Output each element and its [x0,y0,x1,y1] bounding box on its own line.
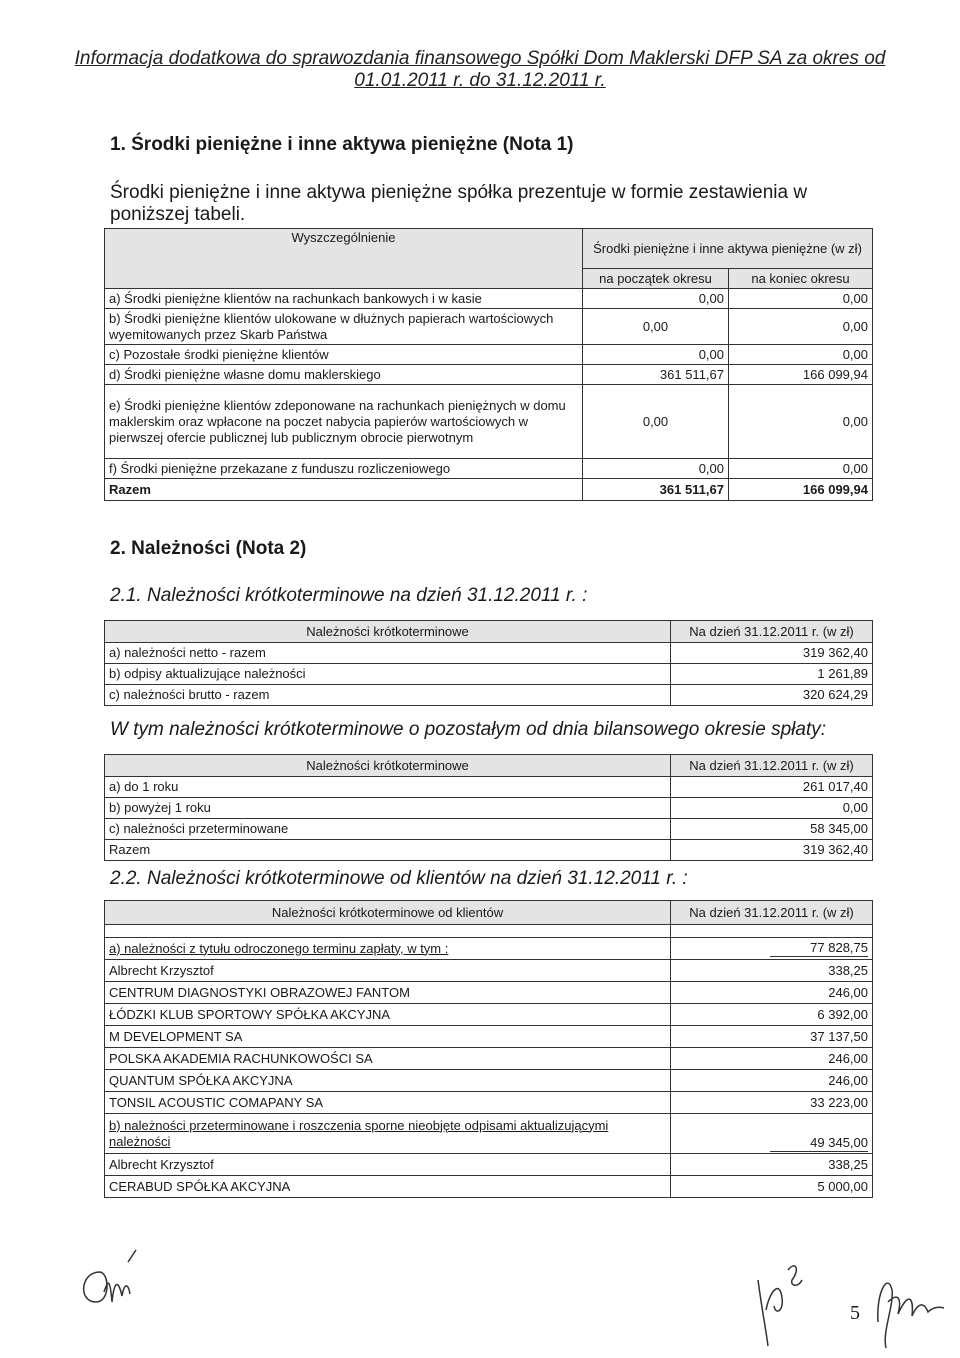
total-value: 319 362,40 [671,840,873,861]
row-value: 5 000,00 [671,1176,873,1198]
row-label: Albrecht Krzysztof [105,1154,671,1176]
cash-col-group: Środki pieniężne i inne aktywa pieniężne (w zł) [583,229,873,269]
row-value: 58 345,00 [671,819,873,840]
row-end: 0,00 [729,289,873,309]
table-row [105,777,873,798]
table-row [105,345,873,365]
section-1-heading: 1. Środki pieniężne i inne aktywa pieniężne (Nota 1) [110,134,574,155]
table-row [105,1154,873,1176]
row-label: POLSKA AKADEMIA RACHUNKOWOŚCI SA [105,1048,671,1070]
section-2-1-title: 2.1. Należności krótkoterminowe na dzień 31.12.2011 r. : [110,585,588,606]
table-row [105,798,873,819]
row-value: 246,00 [671,1070,873,1092]
row-label: Albrecht Krzysztof [105,960,671,982]
row-value: 1 261,89 [671,664,873,685]
row-value: 320 624,29 [671,685,873,706]
row-label: a) należności netto - razem [105,643,671,664]
receivables-col-desc: Należności krótkoterminowe [105,621,671,643]
row-value: 319 362,40 [671,643,873,664]
row-label: CENTRUM DIAGNOSTYKI OBRAZOWEJ FANTOM [105,982,671,1004]
table-row [105,643,873,664]
row-label: b) powyżej 1 roku [105,798,671,819]
document-header [0,48,960,92]
row-value: 6 392,00 [671,1004,873,1026]
table-row [105,685,873,706]
table-row [105,1026,873,1048]
row-label: d) Środki pieniężne własne domu maklerskiego [105,365,583,385]
row-label: QUANTUM SPÓŁKA AKCYJNA [105,1070,671,1092]
table-group-row [105,938,873,960]
row-end: 0,00 [729,385,873,459]
maturity-col-val: Na dzień 31.12.2011 r. (w zł) [671,755,873,777]
row-label: e) Środki pieniężne klientów zdeponowane na rachunkach pieniężnych w domu maklerskim oraz wpłacone na poczet nabycia papierów wartościowych w pierwszej ofercie publicznej lub publicznym obrocie pierwotnym [105,385,583,459]
section-2-1b-title: W tym należności krótkoterminowe o pozostałym od dnia bilansowego okresie spłaty: [110,719,826,740]
receivables-col-val: Na dzień 31.12.2011 r. (w zł) [671,621,873,643]
handwritten-initials-left [70,1232,160,1312]
row-end: 0,00 [729,309,873,345]
table-row [105,1070,873,1092]
row-label: c) Pozostałe środki pieniężne klientów [105,345,583,365]
header-line-1: Informacja dodatkowa do sprawozdania finansowego Spółki Dom Maklerski DFP SA za okres od [74,48,886,69]
total-start: 361 511,67 [583,479,729,501]
maturity-col-desc: Należności krótkoterminowe [105,755,671,777]
group-b-label: b) należności przeterminowane i roszczenia sporne nieobjęte odpisami aktualizującymi należności [109,1117,609,1149]
row-start: 0,00 [583,289,729,309]
client-receivables-table [104,900,873,1198]
header-line-2: 01.01.2011 r. do 31.12.2011 r. [354,70,606,91]
table-row [105,459,873,479]
row-label: b) odpisy aktualizujące należności [105,664,671,685]
table-row [105,289,873,309]
group-a-value: 77 828,75 [770,940,868,957]
client-col-val: Na dzień 31.12.2011 r. (w zł) [671,901,873,925]
section-2-2-title: 2.2. Należności krótkoterminowe od klientów na dzień 31.12.2011 r. : [110,868,688,889]
table-row [105,365,873,385]
row-start: 0,00 [583,385,729,459]
table-row [105,664,873,685]
cash-col-start: na początek okresu [583,269,729,289]
row-end: 0,00 [729,345,873,365]
total-label: Razem [105,479,583,501]
table-row [105,1048,873,1070]
table-total-row [105,840,873,861]
cash-table [104,228,873,501]
row-label: c) należności przeterminowane [105,819,671,840]
row-label: a) do 1 roku [105,777,671,798]
row-value: 338,25 [671,1154,873,1176]
table-row [105,309,873,345]
group-b-value: 49 345,00 [770,1135,868,1152]
row-start: 361 511,67 [583,365,729,385]
row-value: 261 017,40 [671,777,873,798]
table-row [105,1004,873,1026]
row-label: c) należności brutto - razem [105,685,671,706]
table-row [105,1176,873,1198]
receivables-table [104,620,873,706]
table-row [105,819,873,840]
section-2-heading: 2. Należności (Nota 2) [110,538,307,559]
table-row [105,982,873,1004]
row-label: ŁÓDZKI KLUB SPORTOWY SPÓŁKA AKCYJNA [105,1004,671,1026]
group-a-label: a) należności z tytułu odroczonego terminu zapłaty, w tym : [109,940,449,956]
row-end: 166 099,94 [729,365,873,385]
receivables-maturity-table [104,754,873,861]
handwritten-signature-center [740,1250,840,1350]
total-end: 166 099,94 [729,479,873,501]
table-row [105,1092,873,1114]
row-start: 0,00 [583,345,729,365]
row-start: 0,00 [583,309,729,345]
total-label: Razem [105,840,671,861]
handwritten-signature-right [868,1262,952,1352]
row-label: a) Środki pieniężne klientów na rachunkach bankowych i w kasie [105,289,583,309]
row-value: 33 223,00 [671,1092,873,1114]
table-group-row [105,1114,873,1154]
cash-col-desc: Wyszczególnienie [105,229,583,289]
cash-col-end: na koniec okresu [729,269,873,289]
row-value: 338,25 [671,960,873,982]
row-value: 0,00 [671,798,873,819]
table-row [105,960,873,982]
table-row [105,385,873,459]
row-label: TONSIL ACOUSTIC COMAPANY SA [105,1092,671,1114]
row-value: 246,00 [671,1048,873,1070]
row-label: b) Środki pieniężne klientów ulokowane w dłużnych papierach wartościowych wyemitowanych przez Skarb Państwa [105,309,583,345]
row-label: M DEVELOPMENT SA [105,1026,671,1048]
client-col-desc: Należności krótkoterminowe od klientów [105,901,671,925]
row-value: 246,00 [671,982,873,1004]
row-start: 0,00 [583,459,729,479]
row-label: CERABUD SPÓŁKA AKCYJNA [105,1176,671,1198]
row-label: f) Środki pieniężne przekazane z funduszu rozliczeniowego [105,459,583,479]
page-number: 5 [850,1302,860,1324]
section-1-intro: Środki pieniężne i inne aktywa pieniężne spółka prezentuje w formie zestawienia w poniższej tabeli. [110,182,808,225]
table-total-row [105,479,873,501]
row-value: 37 137,50 [671,1026,873,1048]
row-end: 0,00 [729,459,873,479]
